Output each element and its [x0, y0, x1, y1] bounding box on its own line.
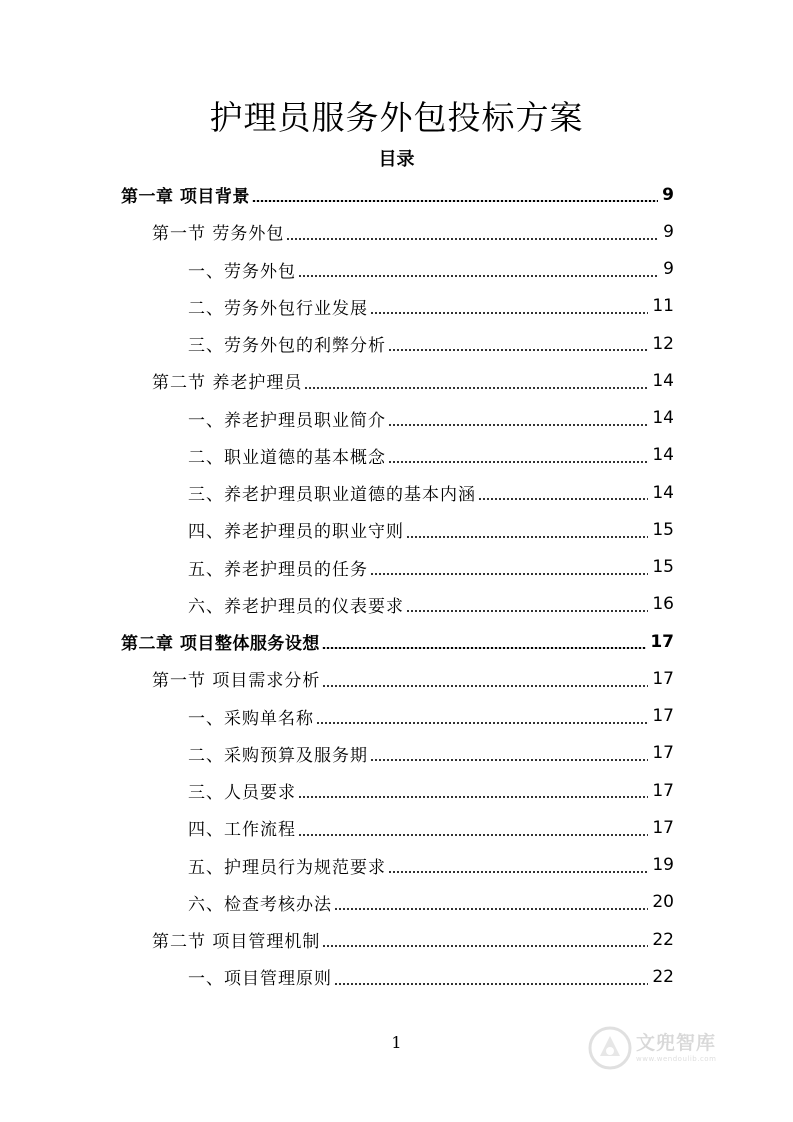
toc-dot-leader	[370, 573, 648, 575]
toc-entry[interactable]	[0, 735, 674, 772]
toc-dot-leader	[252, 200, 658, 202]
toc-entry[interactable]	[0, 847, 674, 884]
toc-entry-page: 22	[652, 966, 674, 987]
toc-entry-title: 四、养老护理员的职业守则	[188, 522, 404, 543]
toc-entry[interactable]	[0, 549, 674, 586]
toc-entry-page: 14	[652, 482, 674, 503]
toc-entry-page: 14	[652, 445, 674, 466]
toc-dot-leader	[298, 275, 659, 277]
toc-entry[interactable]	[0, 698, 674, 735]
toc-entry[interactable]	[0, 362, 674, 399]
toc-entry-title: 第二节 项目管理机制	[152, 932, 321, 953]
toc-entry-title: 四、工作流程	[188, 820, 296, 841]
toc-entry-page: 14	[652, 370, 674, 391]
toc-entry[interactable]	[0, 213, 674, 250]
toc-entry-title: 二、采购预算及服务期	[188, 745, 368, 766]
toc-entry-title: 五、护理员行为规范要求	[188, 857, 386, 878]
toc-entry-page: 15	[652, 557, 674, 578]
document-title: 护理员服务外包投标方案	[209, 98, 584, 137]
toc-entry-title: 一、项目管理原则	[188, 969, 332, 990]
toc-dot-leader	[370, 312, 648, 314]
toc-entry[interactable]	[0, 921, 674, 958]
toc-entry-page: 17	[650, 631, 674, 652]
toc-heading: 目录	[378, 149, 415, 170]
toc-entry-title: 二、劳务外包行业发展	[188, 298, 368, 319]
toc-entry-page: 17	[652, 780, 674, 801]
toc-entry[interactable]	[0, 809, 674, 846]
toc-entry-page: 16	[652, 594, 674, 615]
toc-entry-page: 12	[652, 333, 674, 354]
toc-entry-title: 五、养老护理员的任务	[188, 559, 368, 580]
toc-dot-leader	[298, 834, 648, 836]
toc-dot-leader	[334, 908, 648, 910]
toc-entry-page: 15	[652, 519, 674, 540]
toc-entry-page: 9	[663, 221, 674, 242]
toc-entry-title: 第一节 劳务外包	[152, 224, 285, 245]
toc-dot-leader	[322, 945, 648, 947]
toc-dot-leader	[406, 610, 648, 612]
toc-dot-leader	[388, 349, 648, 351]
toc-dot-leader	[388, 461, 648, 463]
toc-dot-leader	[478, 498, 648, 500]
watermark	[588, 1023, 748, 1073]
toc-entry-title: 六、养老护理员的仪表要求	[188, 596, 404, 617]
wendou-logo-icon	[588, 1026, 632, 1070]
toc-dot-leader	[322, 647, 646, 649]
toc-entry-page: 14	[652, 408, 674, 429]
toc-entry-title: 第一章 项目背景	[121, 187, 250, 208]
toc-dot-leader	[304, 387, 648, 389]
toc-entry[interactable]	[0, 325, 674, 362]
watermark-url: www.wendoulib.com	[636, 1054, 717, 1063]
toc-dot-leader	[334, 983, 648, 985]
toc-entry-title: 第一节 项目需求分析	[152, 671, 321, 692]
toc-entry-title: 六、检查考核办法	[188, 894, 332, 915]
toc-entry[interactable]	[0, 288, 674, 325]
toc-entry-title: 第二节 养老护理员	[152, 373, 303, 394]
toc-entry[interactable]	[0, 958, 674, 995]
toc-dot-leader	[286, 238, 659, 240]
toc-dot-leader	[316, 722, 648, 724]
toc-entry-title: 三、养老护理员职业道德的基本内涵	[188, 485, 476, 506]
toc-entry-page: 9	[662, 184, 674, 205]
toc-dot-leader	[388, 424, 648, 426]
toc-entry-title: 一、劳务外包	[188, 261, 296, 282]
toc-entry-title: 一、养老护理员职业简介	[188, 410, 386, 431]
toc-entry[interactable]	[0, 884, 674, 921]
toc-entry-page: 22	[652, 929, 674, 950]
toc-entry[interactable]	[0, 586, 674, 623]
toc-entry[interactable]	[0, 437, 674, 474]
toc-entry-title: 三、人员要求	[188, 783, 296, 804]
toc-entry-page: 17	[652, 817, 674, 838]
toc-entry[interactable]	[0, 400, 674, 437]
toc-entry-page: 17	[652, 706, 674, 727]
toc-entry[interactable]	[0, 772, 674, 809]
toc-entry[interactable]	[0, 623, 674, 660]
toc-dot-leader	[388, 871, 648, 873]
toc-entry[interactable]	[0, 251, 674, 288]
toc-entry[interactable]	[0, 474, 674, 511]
toc-dot-leader	[370, 759, 648, 761]
toc-entry-title: 一、采购单名称	[188, 708, 314, 729]
toc-entry[interactable]	[0, 511, 674, 548]
toc-entry-page: 9	[663, 259, 674, 280]
toc-entry-page: 20	[652, 892, 674, 913]
toc-entry[interactable]	[0, 660, 674, 697]
toc-dot-leader	[406, 536, 648, 538]
toc-entry-page: 11	[652, 296, 674, 317]
toc-entry-page: 17	[652, 743, 674, 764]
toc-entry[interactable]	[0, 176, 674, 213]
watermark-name: 文兜智库	[636, 1031, 717, 1054]
toc-entry-title: 第二章 项目整体服务设想	[121, 634, 320, 655]
toc-entry-title: 二、职业道德的基本概念	[188, 447, 386, 468]
page-number: 1	[391, 1033, 402, 1052]
toc-entry-title: 三、劳务外包的利弊分析	[188, 336, 386, 357]
toc-entry-page: 17	[652, 668, 674, 689]
toc-entry-page: 19	[652, 855, 674, 876]
toc-dot-leader	[322, 685, 648, 687]
toc-dot-leader	[298, 796, 648, 798]
